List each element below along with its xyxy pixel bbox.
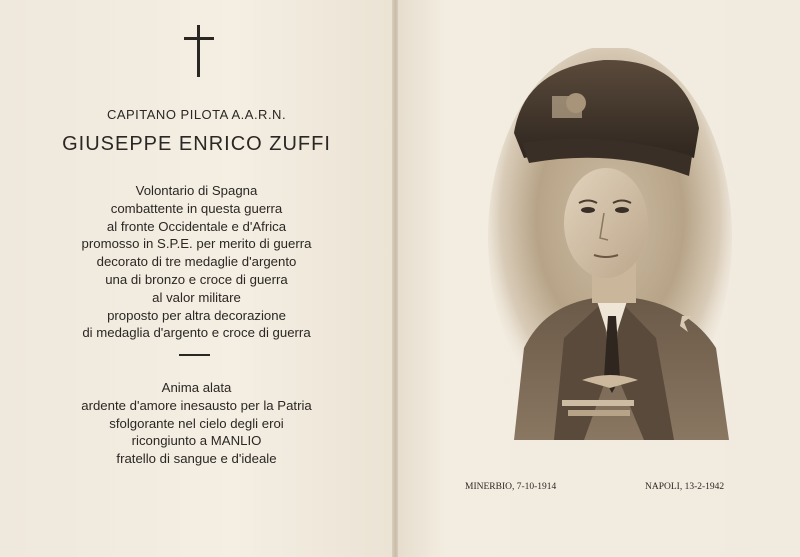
epitaph-line: sfolgorante nel cielo degli eroi: [109, 415, 284, 431]
face-shape: [564, 168, 648, 278]
epitaph-line: ricongiunto a MANLIO: [131, 433, 262, 449]
bio-line: promosso in S.P.E. per merito di guerra: [81, 236, 312, 252]
epitaph-line: ardente d'amore inesausto per la Patria: [81, 397, 312, 413]
biography: [0, 182, 393, 342]
bio-line: di medaglia d'argento e croce di guerra: [82, 325, 311, 341]
birth-caption: MINERBIO, 7-10-1914: [465, 482, 557, 492]
bio-line: decorato di tre medaglie d'argento: [96, 254, 297, 270]
bio-line: combattente in questa guerra: [110, 200, 283, 216]
death-caption: NAPOLI, 13-2-1942: [645, 482, 725, 492]
portrait-photo: [484, 48, 736, 440]
epitaph: [0, 379, 393, 468]
bio-line: al valor militare: [152, 289, 241, 305]
bio-line: Volontario di Spagna: [135, 183, 258, 198]
bio-line: una di bronzo e croce di guerra: [105, 271, 288, 287]
bio-line: proposto per altra decorazione: [107, 307, 286, 323]
epitaph-line: Anima alata: [161, 380, 232, 395]
cross-icon: [184, 25, 214, 77]
epitaph-line: fratello di sangue e d'ideale: [116, 451, 277, 467]
bio-line: al fronte Occidentale e d'Africa: [106, 218, 287, 234]
divider-line: [179, 354, 210, 356]
person-name: GIUSEPPE ENRICO ZUFFI: [62, 133, 331, 155]
rank-title: CAPITANO PILOTA A.A.R.N.: [106, 107, 287, 122]
